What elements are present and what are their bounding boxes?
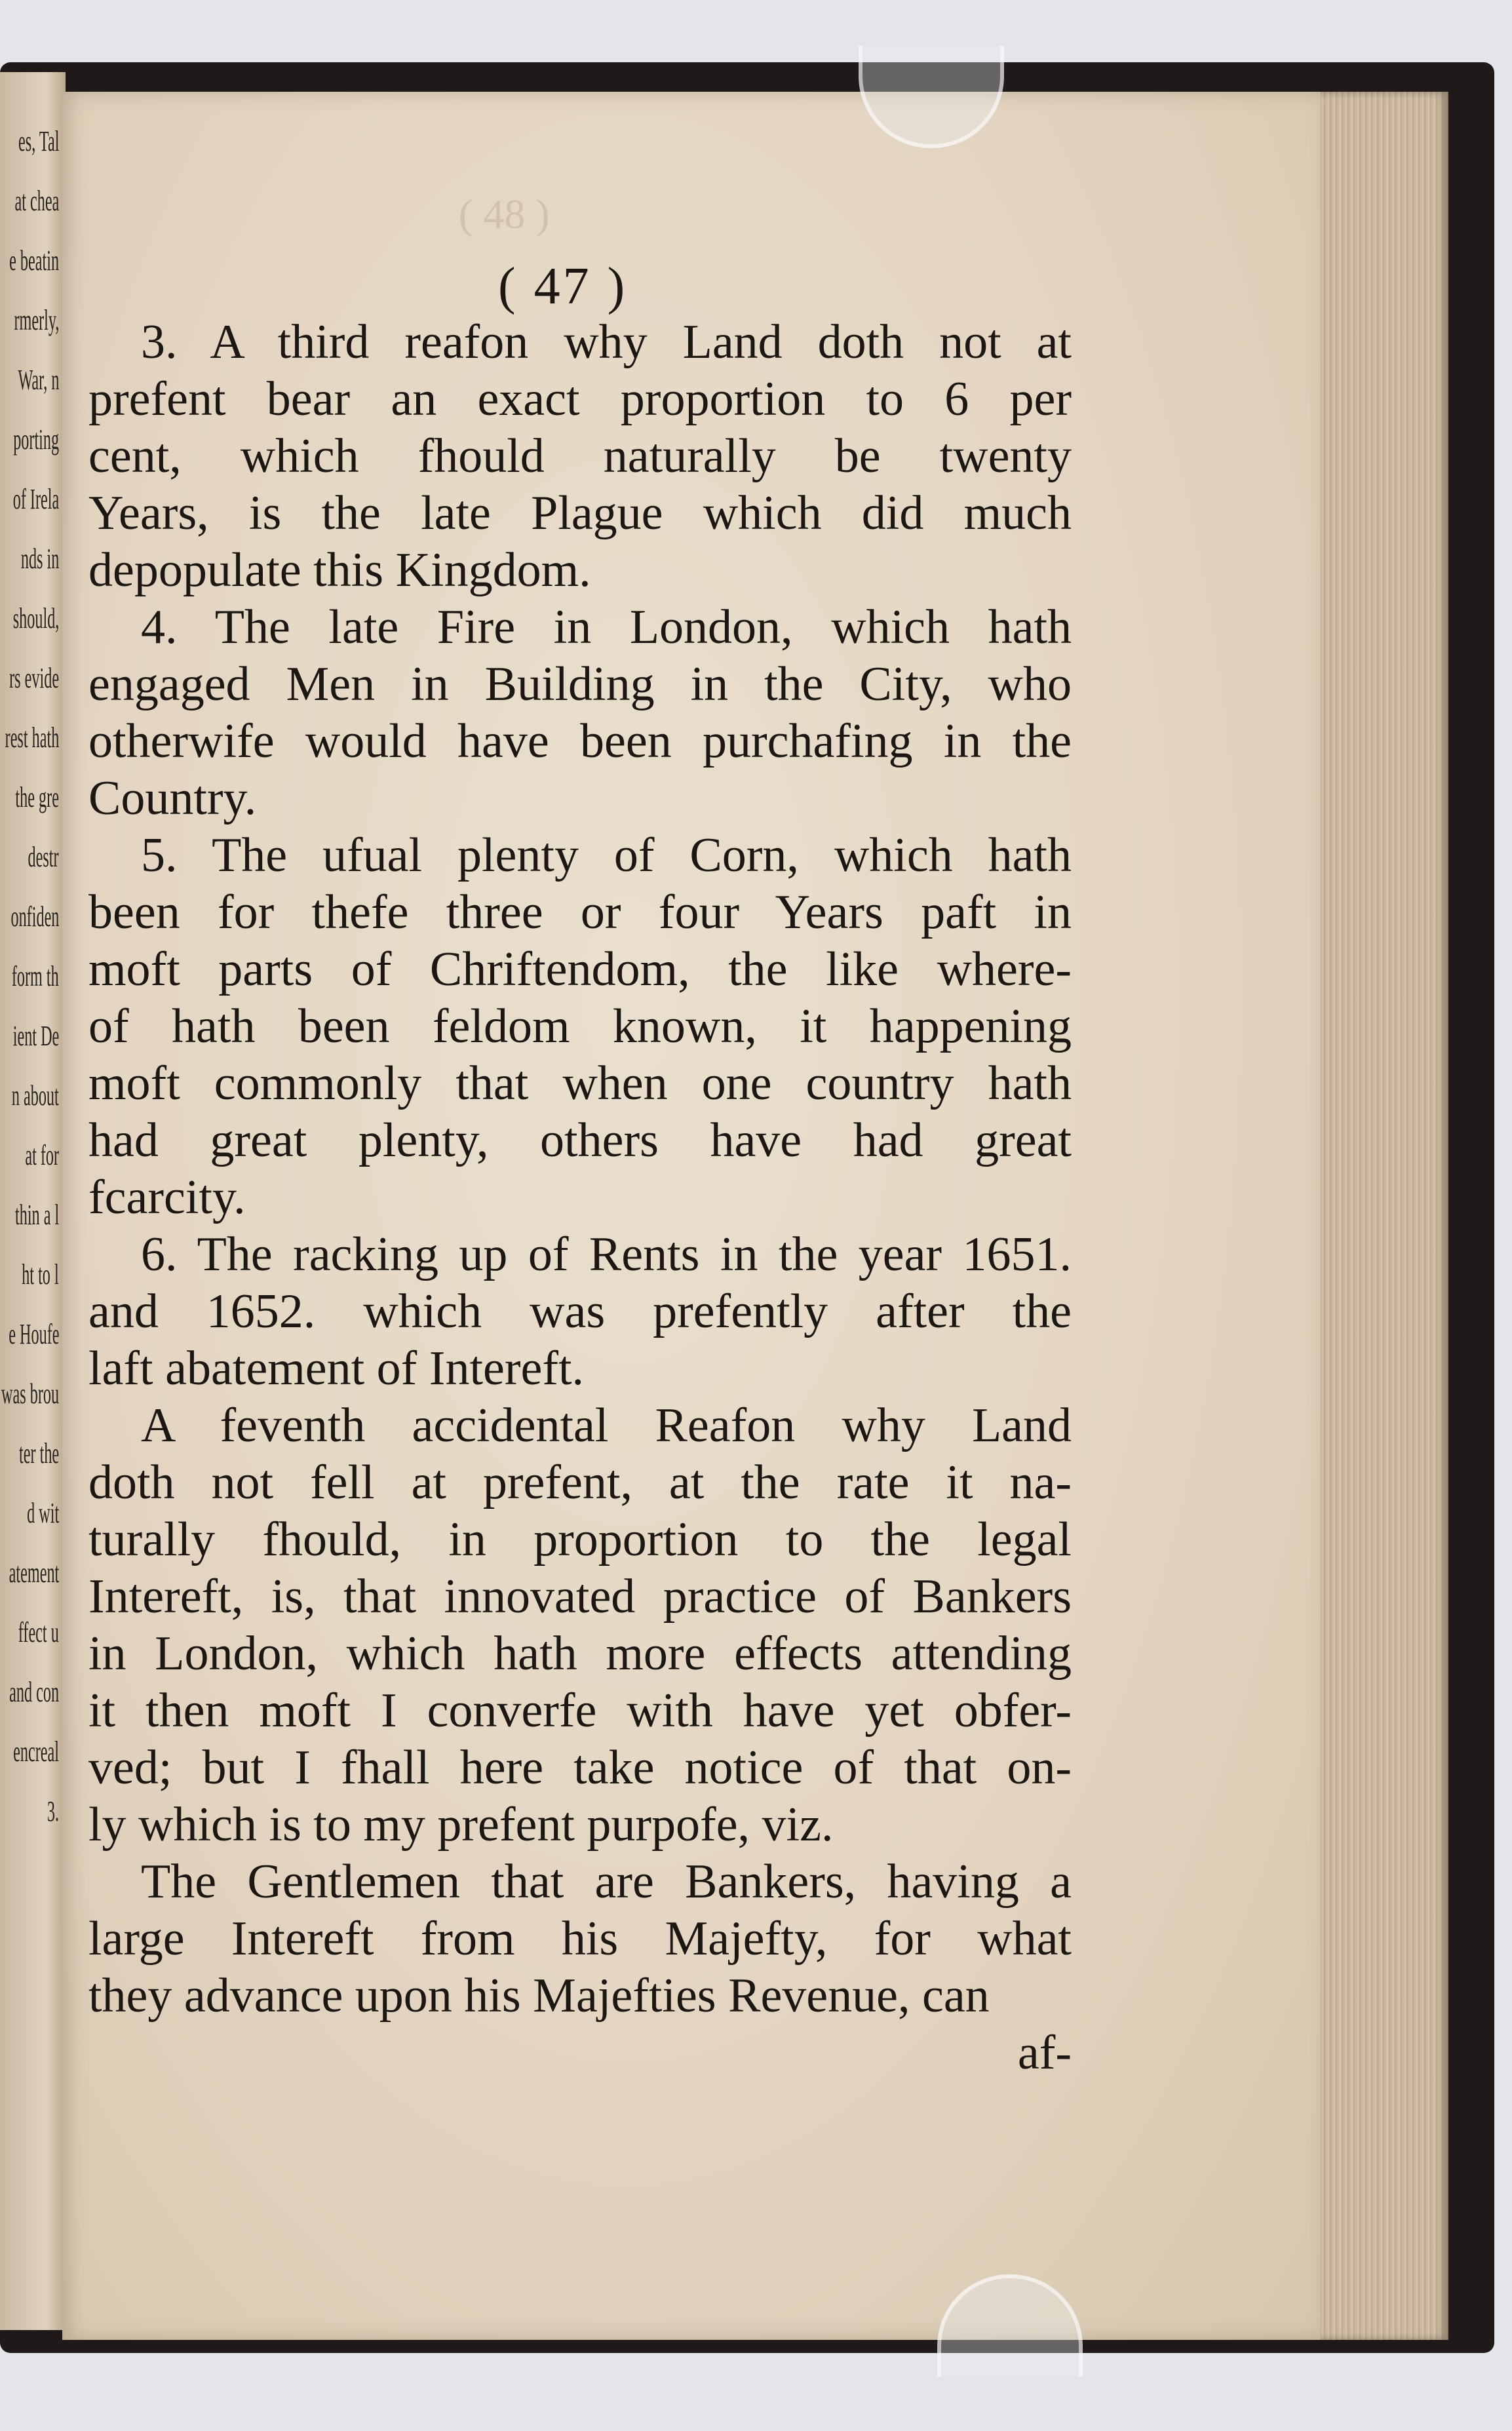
text-line: of hath been feldom known, it happening (88, 1000, 1072, 1053)
text-line: prefent bear an exact proportion to 6 per (88, 372, 1072, 426)
left-page-edge (0, 72, 66, 2330)
text-line: depopulate this Kingdom. (88, 543, 591, 597)
left-page-fragment: porting (13, 423, 59, 456)
page-fore-edge (1321, 92, 1448, 2340)
text-line: doth not fell at prefent, at the rate it na- (88, 1456, 1072, 1509)
text-line: 3. A third reafon why Land doth not at (141, 315, 1072, 369)
left-page-fragment: thin a l (14, 1199, 59, 1231)
text-line: laft abatement of Intereft. (88, 1342, 585, 1395)
text-line: been for thefe three or four Years paft in (88, 885, 1072, 939)
text-line: Years, is the late Plague which did much (88, 486, 1072, 540)
paragraph-5 (88, 827, 1072, 1226)
left-page-fragment: 3. (47, 1795, 59, 1827)
bleed-through-text: ( 48 ) (459, 191, 550, 237)
text-line: engaged Men in Building in the City, who (88, 657, 1072, 711)
catchword: af- (1017, 2026, 1072, 2080)
left-page-fragment: of Irela (12, 483, 59, 515)
left-page-fragment: the gre (15, 781, 59, 813)
text-line: A feventh accidental Reafon why Land (141, 1399, 1072, 1452)
left-page-fragment: onfiden (10, 901, 59, 933)
text-line: moft parts of Chriftendom, the like where- (88, 943, 1072, 996)
text-line: 5. The ufual plenty of Corn, which hath (141, 828, 1072, 882)
text-line: Intereft, is, that innovated practice of Bankers (88, 1570, 1072, 1624)
text-line: it then moft I converfe with have yet obfer- (88, 1684, 1072, 1738)
left-page-fragment: destr (28, 841, 59, 873)
text-line: otherwife would have been purchafing in the (88, 714, 1072, 768)
left-page-fragment: ht to l (22, 1258, 59, 1291)
text-line: they advance upon his Majefties Revenue, can (88, 1969, 990, 2023)
text-line: Country. (88, 771, 257, 825)
text-line: large Intereft from his Majefty, for what (88, 1912, 1072, 1966)
left-page-fragment: at for (25, 1139, 59, 1171)
text-line: The Gentlemen that are Bankers, having a (141, 1855, 1072, 1909)
left-page-fragment: rs evide (9, 662, 59, 694)
left-page-fragment: and con (9, 1676, 59, 1708)
text-line: moft commonly that when one country hath (88, 1057, 1072, 1110)
paragraph-bankers (88, 1854, 1072, 2025)
left-page-fragment: ffect u (18, 1616, 59, 1648)
text-line: and 1652. which was prefently after the (88, 1285, 1072, 1338)
left-page-fragment: should, (12, 602, 59, 634)
text-line: ved; but I fhall here take notice of that on- (88, 1741, 1072, 1795)
left-page-fragment: rest hath (5, 722, 59, 754)
left-page-fragments (0, 72, 66, 2330)
left-page-fragment: ter the (18, 1437, 59, 1469)
left-page-fragment: e Houfe (8, 1318, 59, 1350)
paragraph-4 (88, 599, 1072, 827)
left-page-fragment: nds in (20, 543, 59, 575)
left-page-fragment: atement (9, 1557, 59, 1589)
paragraph-seventh-reason (88, 1397, 1072, 1854)
left-page-fragment: d wit (26, 1497, 59, 1529)
page-text (88, 257, 1072, 2082)
text-line: cent, which fhould naturally be twenty (88, 429, 1072, 483)
left-page-fragment: es, Tal (18, 125, 59, 157)
left-page-fragment: e beatin (9, 244, 59, 277)
text-line: turally fhould, in proportion to the legal (88, 1513, 1072, 1566)
text-line: had great plenty, others have had great (88, 1114, 1072, 1167)
text-line: 6. The racking up of Rents in the year 1651. (141, 1228, 1072, 1281)
left-page-fragment: n about (12, 1079, 59, 1112)
text-line: fcarcity. (88, 1171, 246, 1224)
left-page-fragment: at chea (14, 185, 59, 217)
left-page-fragment: ient De (12, 1020, 59, 1052)
text-line: 4. The late Fire in London, which hath (141, 600, 1072, 654)
page-number: ( 47 ) (498, 258, 628, 315)
text-line: in London, which hath more effects attending (88, 1627, 1072, 1681)
left-page-fragment: form th (12, 960, 59, 992)
left-page-fragment: rmerly, (14, 304, 59, 336)
paragraph-6 (88, 1226, 1072, 1397)
text-line: ly which is to my prefent purpofe, viz. (88, 1798, 834, 1852)
paragraph-3 (88, 314, 1072, 599)
left-page-fragment: was brou (1, 1378, 59, 1410)
left-page-fragment: encreal (13, 1736, 59, 1768)
left-page-fragment: War, n (18, 364, 59, 396)
